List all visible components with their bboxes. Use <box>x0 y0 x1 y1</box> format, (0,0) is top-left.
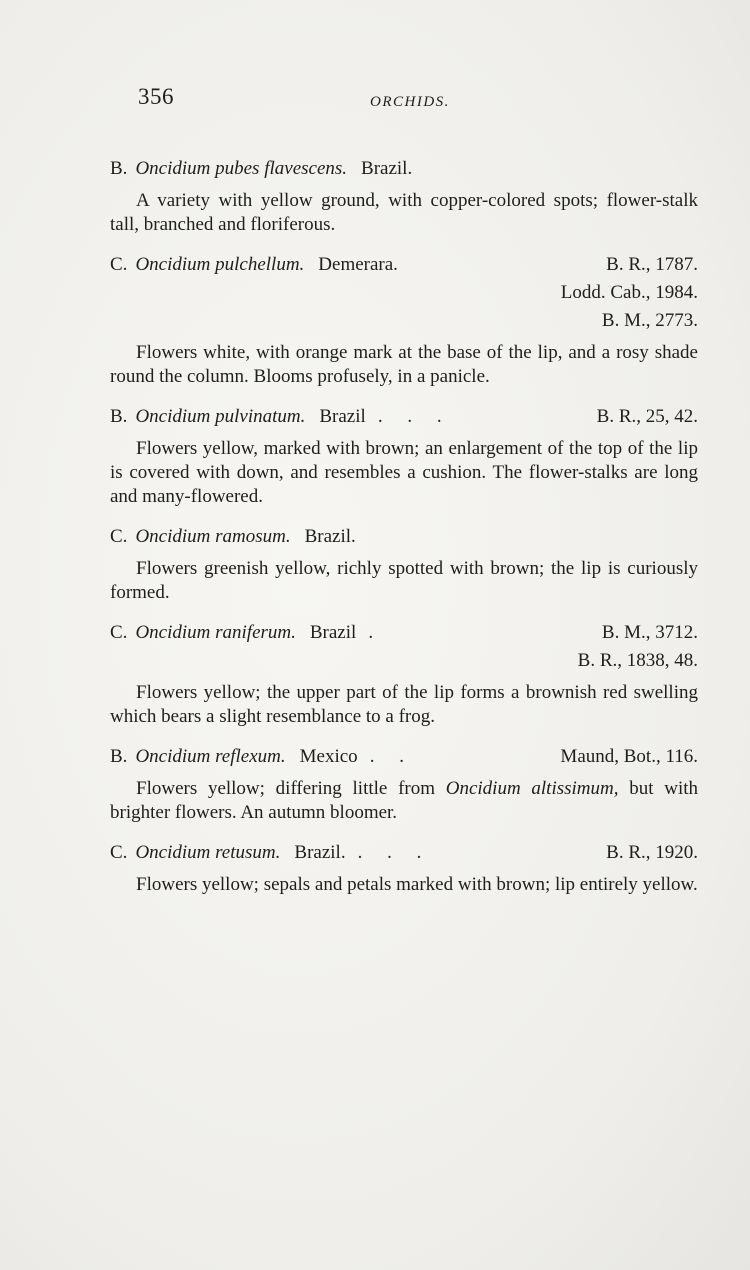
leader-dots: . . <box>369 746 414 767</box>
page-number: 356 <box>138 84 174 109</box>
reference: B. R., 25, 42. <box>596 406 698 427</box>
grade-letter: B. <box>110 746 128 767</box>
grade-letter: B. <box>110 158 128 179</box>
page-body <box>110 155 698 911</box>
locality: Brazil. <box>304 526 356 547</box>
entry-heading <box>110 403 698 431</box>
species-entry <box>110 523 698 605</box>
species-entry <box>110 619 698 729</box>
reference: B. M., 2773. <box>601 310 698 331</box>
entry-description: Flowers yellow; the upper part of the lip forms a brownish red swelling which bears a slight resemblance to a frog. <box>110 682 698 727</box>
species-entry <box>110 155 698 237</box>
species-name: Oncidium pulvinatum. <box>135 406 306 427</box>
species-cross-reference: Oncidium altissimum, <box>445 778 619 799</box>
locality: Demerara. <box>318 254 398 275</box>
species-name: Oncidium reflexum. <box>135 746 286 767</box>
grade-letter: C. <box>110 622 128 643</box>
entry-description: Flowers greenish yellow, richly spotted with brown; the lip is curiously formed. <box>110 558 698 603</box>
reference: Lodd. Cab., 1984. <box>560 282 698 303</box>
locality: Brazil. <box>361 158 413 179</box>
entry-description: Flowers yellow, marked with brown; an enlargement of the top of the lip is covered with down, and resembles a cushion. The flower-stalks are long and many-flowered. <box>110 438 698 507</box>
species-entry <box>110 839 698 897</box>
entry-heading <box>110 743 698 771</box>
locality: Brazil <box>309 622 357 643</box>
locality: Brazil. <box>294 842 346 863</box>
leader-dots: . . . <box>357 842 432 863</box>
entry-description: Flowers yellow; sepals and petals marked with brown; lip entirely yellow. <box>136 874 698 895</box>
reference: Maund, Bot., 116. <box>560 746 698 767</box>
species-entry <box>110 743 698 825</box>
page-header <box>138 84 698 114</box>
reference: B. R., 1920. <box>606 842 698 863</box>
entry-description <box>110 777 698 825</box>
description-text: Flowers yellow; differing little from <box>136 778 446 799</box>
species-name: Oncidium retusum. <box>135 842 281 863</box>
grade-letter: C. <box>110 842 128 863</box>
entry-description: A variety with yellow ground, with copper-colored spots; flower-stalk tall, branched and floriferous. <box>110 190 698 235</box>
species-name: Oncidium ramosum. <box>135 526 291 547</box>
locality: Mexico <box>299 746 358 767</box>
leader-dots: . <box>368 622 384 643</box>
grade-letter: B. <box>110 406 128 427</box>
leader-dots: . . . <box>377 406 452 427</box>
entry-description: Flowers white, with orange mark at the base of the lip, and a rosy shade round the column. Blooms profusely, in a panicle. <box>110 342 698 387</box>
species-name: Oncidium pulchellum. <box>135 254 305 275</box>
reference: B. R., 1787. <box>606 254 698 275</box>
running-title: ORCHIDS. <box>370 94 450 110</box>
grade-letter: C. <box>110 254 128 275</box>
species-name: Oncidium pubes flavescens. <box>135 158 348 179</box>
entry-heading <box>110 619 698 647</box>
entry-heading <box>110 251 698 279</box>
entry-heading <box>110 155 698 183</box>
species-name: Oncidium raniferum. <box>135 622 296 643</box>
entry-heading <box>110 523 698 551</box>
grade-letter: C. <box>110 526 128 547</box>
species-entry <box>110 251 698 389</box>
locality: Brazil <box>319 406 366 427</box>
species-entry <box>110 403 698 509</box>
entry-heading <box>110 839 698 867</box>
reference: B. M., 3712. <box>601 622 698 643</box>
description-text: but with brighter flowers. An autumn bloomer. <box>110 778 699 823</box>
reference: B. R., 1838, 48. <box>577 650 698 671</box>
